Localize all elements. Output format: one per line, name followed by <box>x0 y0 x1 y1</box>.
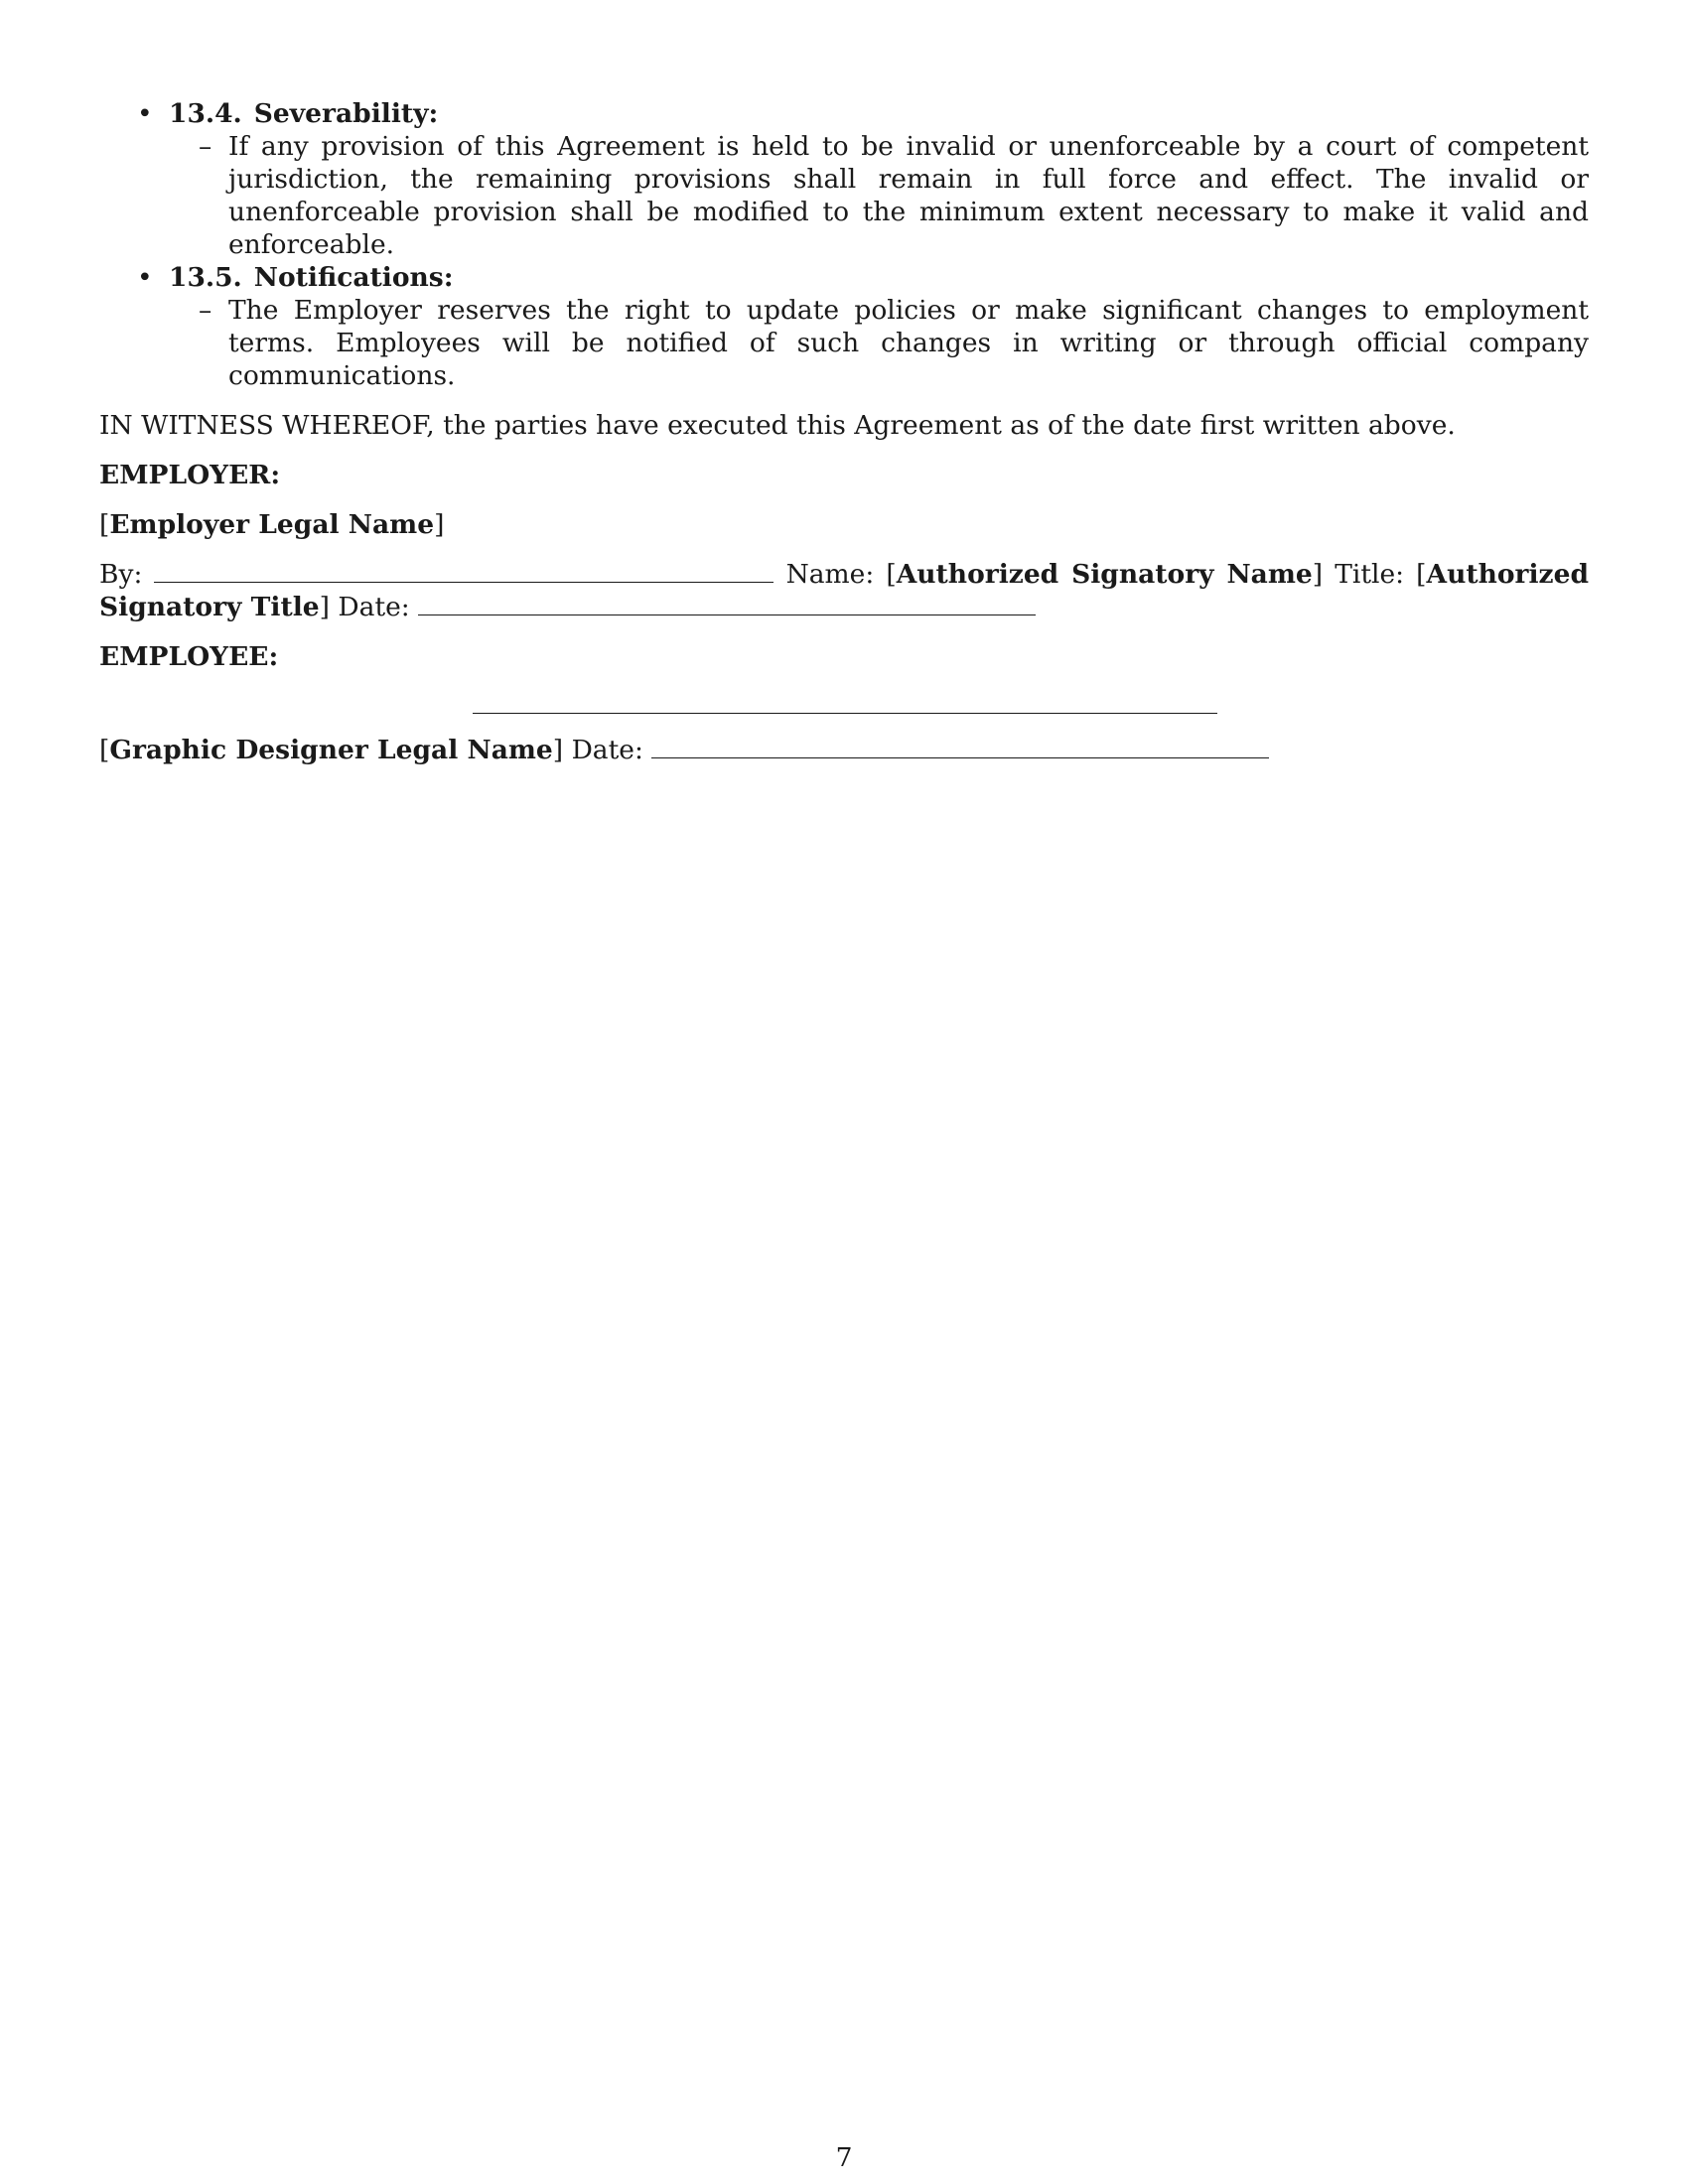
section-sub-list <box>169 130 1589 261</box>
page-number: 7 <box>835 2142 853 2173</box>
section-heading <box>169 261 1589 294</box>
section-list <box>99 97 1589 392</box>
employer-label: EMPLOYER: <box>99 460 281 490</box>
bracket-open: [ <box>99 735 110 765</box>
section-title: Severability: <box>253 98 439 129</box>
section-heading <box>169 97 1589 130</box>
section-item <box>99 261 1589 392</box>
by-label: By: <box>99 559 143 590</box>
section-body: The Employer reserves the right to update policies or make significant changes to employment terms. Employees will be notified of such changes in writing or through official company communications. <box>228 295 1589 391</box>
employer-signature-block: By: Name: [Authorized Signatory Name] Title: [Authorized Signatory Title] Date: <box>99 559 1589 622</box>
employer-legal-name: Employer Legal Name <box>109 509 435 540</box>
section-item <box>99 97 1589 261</box>
section-paragraph <box>169 130 1589 261</box>
date-label: Date: <box>338 592 410 622</box>
employer-signature-line[interactable] <box>154 558 774 583</box>
dash-icon: – <box>199 295 212 326</box>
employee-signature-line[interactable] <box>473 713 1217 714</box>
employee-signature-block <box>99 734 1589 766</box>
section-number: 13.4. <box>169 98 242 129</box>
document-body <box>99 97 1589 766</box>
witness-clause: IN WITNESS WHEREOF, the parties have executed this Agreement as of the date first written above. <box>99 410 1456 441</box>
section-number: 13.5. <box>169 262 242 293</box>
employee-label: EMPLOYEE: <box>99 641 279 672</box>
bracket-open: [ <box>99 509 110 540</box>
title-label: Title: <box>1335 559 1405 590</box>
signatory-title: Authorized Signatory Title <box>99 559 1589 622</box>
section-body: If any provision of this Agreement is held to be invalid or unenforceable by a court of competent jurisdiction, the remaining provisions shall remain in full force and effect. The invalid or unenforceable provision shall be modified to the minimum extent necessary to make it valid and enforceable. <box>228 131 1589 260</box>
bullet-icon: • <box>137 262 153 293</box>
signatory-name: Authorized Signatory Name <box>896 559 1313 590</box>
employer-name <box>99 508 1589 541</box>
bullet-icon: • <box>137 98 153 129</box>
employee-date-line[interactable] <box>651 734 1269 758</box>
dash-icon: – <box>199 131 212 162</box>
section-title: Notifications: <box>253 262 454 293</box>
bracket-close: ] <box>552 735 564 765</box>
employer-date-line[interactable] <box>418 591 1036 615</box>
employee-legal-name: Graphic Designer Legal Name <box>109 735 553 765</box>
bracket-close: ] <box>434 509 445 540</box>
section-paragraph <box>169 294 1589 392</box>
date-label: Date: <box>571 735 643 765</box>
name-label: Name: <box>785 559 875 590</box>
section-sub-list <box>169 294 1589 392</box>
